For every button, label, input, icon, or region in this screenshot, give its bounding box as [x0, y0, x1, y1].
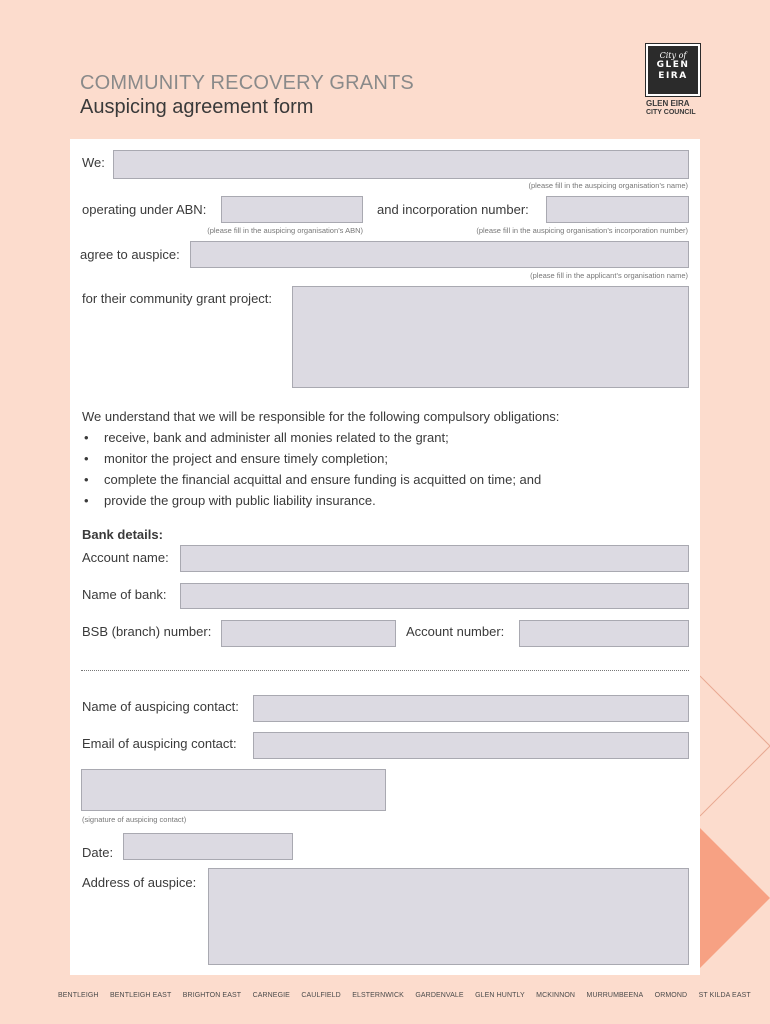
incorporation-hint: (please fill in the auspicing organisation’s incorporation number) [476, 226, 688, 235]
agree-field[interactable] [190, 241, 689, 268]
contact-email-field[interactable] [253, 732, 689, 759]
logo-line-2: EIRA [658, 71, 688, 81]
bsb-label: BSB (branch) number: [82, 624, 212, 639]
obligations-list [82, 427, 559, 511]
obligations-section [82, 406, 559, 511]
contact-email-label: Email of auspicing contact: [82, 736, 237, 751]
agree-label: agree to auspice: [80, 247, 180, 262]
account-name-label: Account name: [82, 550, 169, 565]
suburb-label: GARDENVALE [415, 992, 464, 999]
account-name-field[interactable] [180, 545, 689, 572]
diagonal-line-upper [700, 676, 770, 746]
account-number-label: Account number: [406, 624, 505, 639]
obligation-item: • complete the financial acquittal and ensure funding is acquitted on time; and [82, 469, 559, 490]
bsb-field[interactable] [221, 620, 396, 647]
agree-hint: (please fill in the applicant’s organisation name) [530, 271, 688, 280]
we-label: We: [82, 155, 105, 170]
date-label: Date: [82, 845, 114, 860]
council-name-line-2: CITY COUNCIL [646, 109, 696, 116]
suburb-label: GLEN HUNTLY [475, 992, 525, 999]
obligation-item: • provide the group with public liability insurance. [82, 490, 559, 511]
abn-label: operating under ABN: [82, 202, 207, 217]
contact-name-field[interactable] [253, 695, 689, 722]
incorporation-field[interactable] [546, 196, 689, 223]
obligation-item: • monitor the project and ensure timely completion; [82, 448, 559, 469]
address-label: Address of auspice: [82, 875, 197, 890]
suburb-label: BRIGHTON EAST [182, 992, 242, 999]
orange-triangle-shape [700, 828, 770, 968]
suburb-label: MCKINNON [536, 992, 576, 999]
suburb-label: ORMOND [654, 992, 688, 999]
suburb-label: BENTLEIGH [58, 992, 99, 999]
logo-city-of: City of [659, 51, 687, 60]
suburb-label: CARNEGIE [252, 992, 290, 999]
suburb-label: BENTLEIGH EAST [110, 992, 172, 999]
incorporation-label: and incorporation number: [377, 202, 529, 217]
contact-name-label: Name of auspicing contact: [82, 699, 239, 714]
bank-name-field[interactable] [180, 583, 689, 609]
obligation-item: • receive, bank and administer all monies related to the grant; [82, 427, 559, 448]
logo-line-1: GLEN [656, 60, 690, 70]
signature-hint: (signature of auspicing contact) [82, 815, 187, 824]
signature-field[interactable] [81, 769, 386, 811]
council-name-line-1: GLEN EIRA [646, 99, 690, 108]
bank-name-label: Name of bank: [82, 587, 167, 602]
abn-field[interactable] [221, 196, 363, 223]
project-field[interactable] [292, 286, 689, 388]
footer-suburbs [58, 992, 760, 999]
we-hint: (please fill in the auspicing organisation’s name) [528, 181, 688, 190]
suburb-label: ST KILDA EAST [698, 992, 751, 999]
section-divider [81, 670, 689, 671]
suburb-label: MURRUMBEENA [586, 992, 644, 999]
account-number-field[interactable] [519, 620, 689, 647]
page-title: COMMUNITY RECOVERY GRANTS [80, 72, 414, 94]
date-field[interactable] [123, 833, 293, 860]
page-subtitle: Auspicing agreement form [80, 96, 314, 118]
diagonal-line-lower [700, 746, 770, 816]
suburb-label: CAULFIELD [301, 992, 341, 999]
bank-details-heading: Bank details: [82, 527, 163, 542]
suburb-label: ELSTERNWICK [352, 992, 404, 999]
council-name [646, 99, 696, 117]
address-field[interactable] [208, 868, 689, 965]
council-logo [646, 44, 700, 96]
obligations-intro: We understand that we will be responsible for the following compulsory obligations: [82, 409, 560, 424]
project-label: for their community grant project: [82, 291, 273, 306]
abn-hint: (please fill in the auspicing organisation’s ABN) [207, 226, 363, 235]
we-field[interactable] [113, 150, 689, 179]
